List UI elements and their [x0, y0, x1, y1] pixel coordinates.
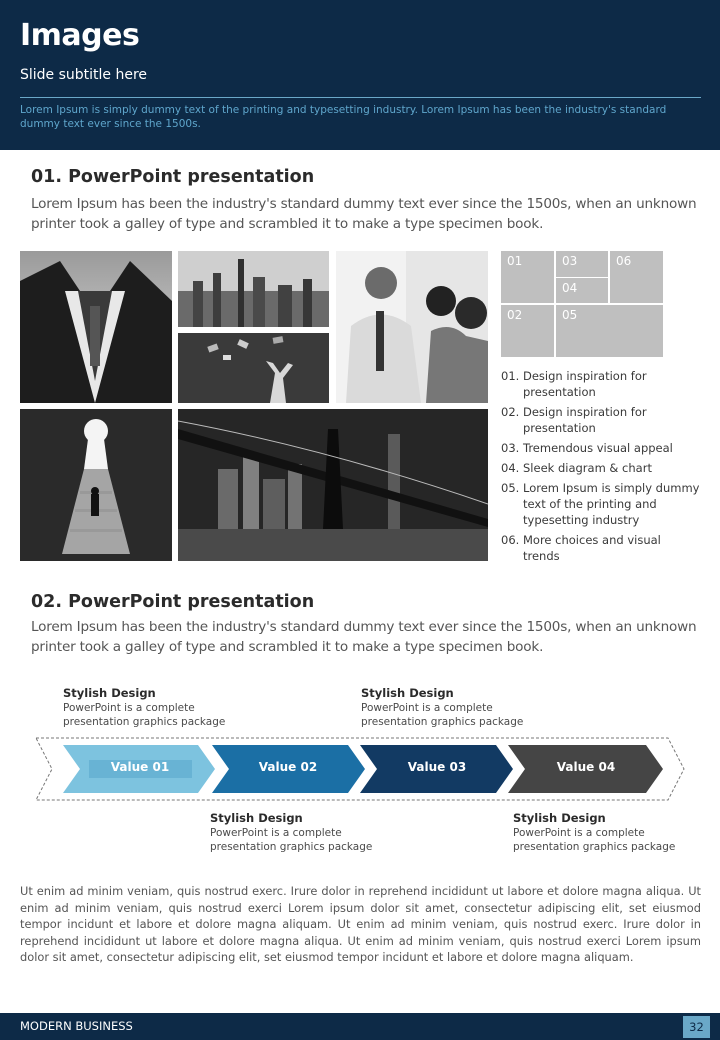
photo-keyhole-stairs [20, 409, 172, 561]
photo-city-skyline [178, 251, 329, 327]
page-number: 32 [683, 1016, 710, 1038]
value-01-label: Value 01 [110, 760, 170, 774]
grid-cell-04: 04 [556, 278, 608, 303]
value-04-label: Value 04 [556, 760, 616, 774]
process-note-4: Stylish Design PowerPoint is a complete presentation graphics package [513, 811, 676, 853]
list-item: 02. Design inspiration for presentation [501, 405, 647, 435]
header-divider [20, 97, 701, 98]
page-title: Images [20, 18, 140, 53]
value-03-label: Value 03 [407, 760, 467, 774]
section2-body: Lorem Ipsum has been the industry's standard dummy text ever since the 1500s, when an unknown printer took a galley of type and scrambled it to make a type specimen book. [31, 619, 697, 655]
list-item: 04. Sleek diagram & chart [501, 461, 652, 475]
process-note-1: Stylish Design PowerPoint is a complete presentation graphics package [63, 686, 226, 728]
value-02-label: Value 02 [258, 760, 318, 774]
grid-cell-01: 01 [501, 251, 554, 303]
header-band [0, 0, 720, 150]
grid-cell-05: 05 [556, 305, 663, 357]
list-item: 06. More choices and visual trends [501, 533, 661, 563]
footer-bar [0, 1013, 720, 1040]
photo-team-meeting [336, 251, 488, 403]
photo-money-toss [178, 333, 329, 403]
section1-title: 01. PowerPoint presentation [31, 167, 315, 187]
grid-cell-03: 03 [556, 251, 608, 277]
photo-brooklyn-bridge [178, 409, 488, 561]
list-item: 01. Design inspiration for presentation [501, 369, 647, 399]
process-note-2: Stylish Design PowerPoint is a complete presentation graphics package [210, 811, 373, 853]
grid-cell-02: 02 [501, 305, 554, 357]
body-paragraph: Ut enim ad minim veniam, quis nostrud exerc. Irure dolor in reprehend incididunt ut labore et dolore magna aliqua. Ut enim ad minim veniam, quis nostrud exerci Lorem ipsum dolor sit amet, consectetur adipiscing elit, set eiusmod tempor incidunt et labore et dolore magna aliquam. Ut enim ad minim veniam, quis nostrud exerc. Irure dolor in reprehend incididunt ut labore et dolore magna aliqua. Ut enim ad minim veniam, quis nostrud exerci Lorem ipsum dolor sit amet, consectetur adipiscing elit, set eiusmod tempor incidunt et labore et dolore magna aliquam. [20, 884, 701, 964]
footer-label: MODERN BUSINESS [20, 1019, 133, 1033]
section2-title: 02. PowerPoint presentation [31, 592, 315, 612]
header-intro: Lorem Ipsum is simply dummy text of the printing and typesetting industry. Lorem Ipsum has been the industry's standard dummy text ever since the 1500s. [20, 104, 667, 130]
list-item: 05. Lorem Ipsum is simply dummy text of the printing and typesetting industry [501, 481, 700, 527]
list-item: 03. Tremendous visual appeal [501, 441, 673, 455]
section1-body: Lorem Ipsum has been the industry's standard dummy text ever since the 1500s, when an unknown printer took a galley of type and scrambled it to make a type specimen book. [31, 196, 697, 232]
feature-list [501, 368, 701, 568]
process-note-3: Stylish Design PowerPoint is a complete presentation graphics package [361, 686, 524, 728]
grid-cell-06: 06 [610, 251, 663, 303]
photo-superhero-businessman [20, 251, 172, 403]
page-subtitle: Slide subtitle here [20, 67, 148, 83]
